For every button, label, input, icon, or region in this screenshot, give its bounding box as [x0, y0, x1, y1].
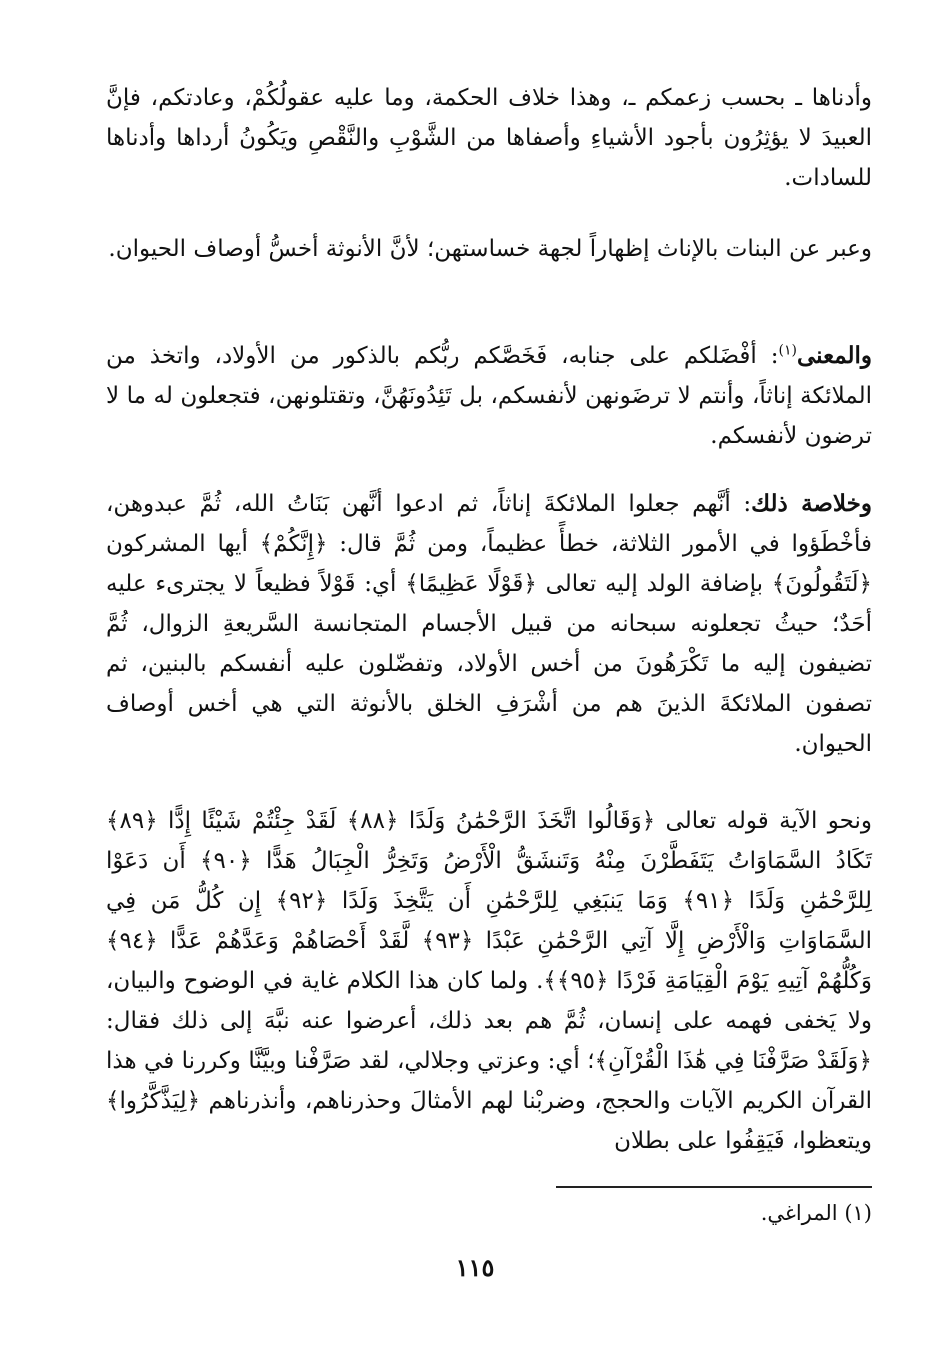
footnote: (١) المراغي. — [760, 1201, 872, 1225]
paragraph-3-body: : أفْضَلكم على جنابه، فَخَصَّكم ربُّكم بالذكور من الأولاد، واتخذ من الملائكة إناثاً، وأنتم لا ترضَونهن لأنفسكم، بل تَئِدُونَهُنَّ، وتقتلونهن، فتجعلون له ما لا ترضون لأنفسكم. — [106, 343, 872, 449]
paragraph-5 — [106, 801, 872, 1161]
quran-verses: ﴿وَقَالُوا اتَّخَذَ الرَّحْمَٰنُ وَلَدًا ﴿٨٨﴾ لَقَدْ جِئْتُمْ شَيْئًا إِدًّا ﴿٨٩﴾ تَكَادُ السَّمَاوَاتُ يَتَفَطَّرْنَ مِنْهُ وَتَنشَقُّ الْأَرْضُ وَتَخِرُّ الْجِبَالُ هَدًّا ﴿٩٠﴾ أَن دَعَوْا لِلرَّحْمَٰنِ وَلَدًا ﴿٩١﴾ وَمَا يَنبَغِي لِلرَّحْمَٰنِ أَن يَتَّخِذَ وَلَدًا ﴿٩٢﴾ إِن كُلُّ مَن فِي السَّمَاوَاتِ وَالْأَرْضِ إِلَّا آتِي الرَّحْمَٰنِ عَبْدًا ﴿٩٣﴾ لَّقَدْ أَحْصَاهُمْ وَعَدَّهُمْ عَدًّا ﴿٩٤﴾ وَكُلُّهُمْ آتِيهِ يَوْمَ الْقِيَامَةِ فَرْدًا ﴿٩٥﴾﴾. — [106, 808, 872, 994]
footnote-reference: (١) — [778, 342, 797, 359]
paragraph-4-lead: وخلاصة ذلك — [751, 490, 872, 517]
paragraph-4-body: : أنَّهم جعلوا الملائكةَ إناثاً، ثم ادعوا أنَّهن بَنَاتُ الله، ثُمَّ عبدوهن، فأخْطَؤوا في الأمور الثلاثة، خطأً عظيماً، ومن ثُمَّ قال: ﴿إِنَّكُمْ﴾ أيها المشركون ﴿لَتَقُولُونَ﴾ بإضافة الولد إليه تعالى ﴿قَوْلًا عَظِيمًا﴾ أي: قَوْلاً فظيعاً لا يجترىء عليه أحَدٌ؛ حيثُ تجعلونه سبحانه من قبيل الأجسام المتجانسة السَّريعةِ الزوال، ثُمَّ تضيفون إليه ما تَكْرَهُونَ من أخس الأولاد، وتفضّلون عليه أنفسكم بالبنين، ثم تصفون الملائكةَ الذينَ هم من أشْرَفِ الخلق بالأنوثة التي هي أخس أوصاف الحيوان. — [106, 491, 872, 757]
paragraph-4 — [106, 484, 872, 764]
paragraph-3 — [106, 336, 872, 456]
page-number: ١١٥ — [455, 1253, 495, 1282]
footnote-divider — [556, 1186, 872, 1188]
paragraph-1: وأدناها ـ بحسب زعمكم ـ، وهذا خلاف الحكمة، وما عليه عقولُكُمْ، وعادتكم، فإنَّ العبيدَ لا يؤثِرُون بأجود الأشياءِ وأصفاها من الشَّوْبِ والنَّقْصِ ويَكُونُ أرداها وأدناها للسادات. — [106, 85, 872, 191]
paragraph-2: وعبر عن البنات بالإناث إظهاراً لجهة خساستهن؛ لأنَّ الأنوثة أخسُّ أوصاف الحيوان. — [108, 236, 872, 262]
paragraph-5-intro: ونحو الآية قوله تعالى — [655, 808, 872, 834]
paragraph-3-lead: والمعنى — [796, 342, 872, 369]
paragraph-5-body: ولما كان هذا الكلام غاية في الوضوح والبيان، ولا يَخفى فهمه على إنسان، ثُمَّ هم بعد ذلك، أعرضوا عنه نبَّهَ إلى ذلك فقال: ﴿وَلَقَدْ صَرَّفْنَا فِي هَٰذَا الْقُرْآنِ﴾؛ أي: وعزتي وجلالي، لقد صَرَّفْنا وبيَّنَّا وكررنا في هذا القرآن الكريم الآيات والحجج، وضربْنا لهم الأمثالَ وحذرناهم، وأنذرناهم ﴿لِيَذَّكَّرُوا﴾ ويتعظوا، فَيَقِفُوا على بطلان — [106, 968, 872, 1154]
